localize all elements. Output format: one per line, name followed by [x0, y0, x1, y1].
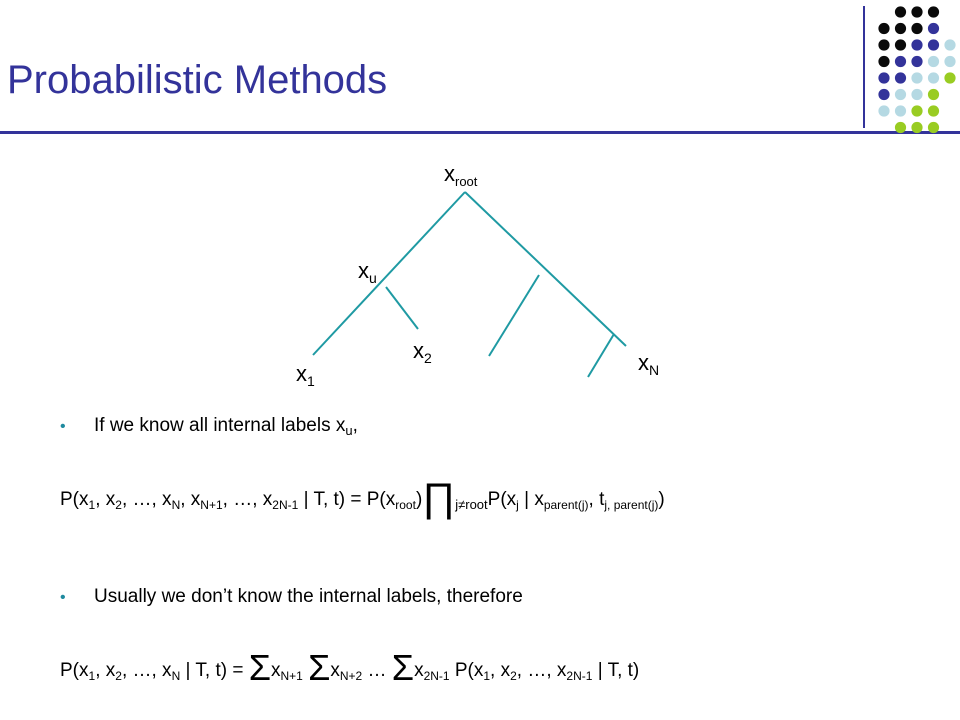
bullet-icon: • — [60, 418, 66, 435]
edge-xu-x2 — [386, 287, 418, 329]
bullet-known-labels: • If we know all internal labels $x_u$, — [60, 415, 358, 438]
slide-title: Probabilistic Methods — [7, 58, 388, 102]
node-label-x2: $x_2$ — [413, 338, 432, 366]
node-label-xN: $x_N$ — [638, 350, 660, 378]
sum-symbol: Σ — [308, 647, 331, 688]
edge-root-right — [465, 192, 626, 346]
bullet-unknown-labels: • Usually we don’t know the internal labels, therefore — [60, 586, 523, 607]
edge-right-branch — [588, 334, 614, 377]
edge-mid-branch — [489, 275, 539, 356]
equation-marginal-probability: $P(x_1$, $x_2$, …, $x_N$ | T, $t) = \Sigma x_{N+1}$ $\Sigma x_{N+2}$ … $\Sigma x_{2N-1}$ $P(x_1$, $x_2$, …, $x_{2N-1}$ | T, t) — [60, 647, 640, 688]
node-label-xu: $x_u$ — [358, 258, 377, 286]
sum-symbol: Σ — [391, 647, 415, 688]
node-label-root: $x_{root}$ — [444, 161, 478, 189]
bullet-icon: • — [60, 589, 66, 606]
equation-joint-probability: $P(x_1$, $x_2$, …, $x_N$, $x_{N+1}$, …, $x_{2N-1}$ | T, $t) = P(x_{root})\prod_{j\ne root}P(x_j$ | $x_{parent(j)}$, $t_{j, parent(j)}$) — [60, 476, 665, 520]
product-symbol: ∏ — [422, 476, 456, 520]
node-label-x1: $x_1$ — [296, 361, 315, 389]
sum-symbol: Σ — [248, 647, 271, 688]
edge-root-left — [313, 192, 465, 355]
